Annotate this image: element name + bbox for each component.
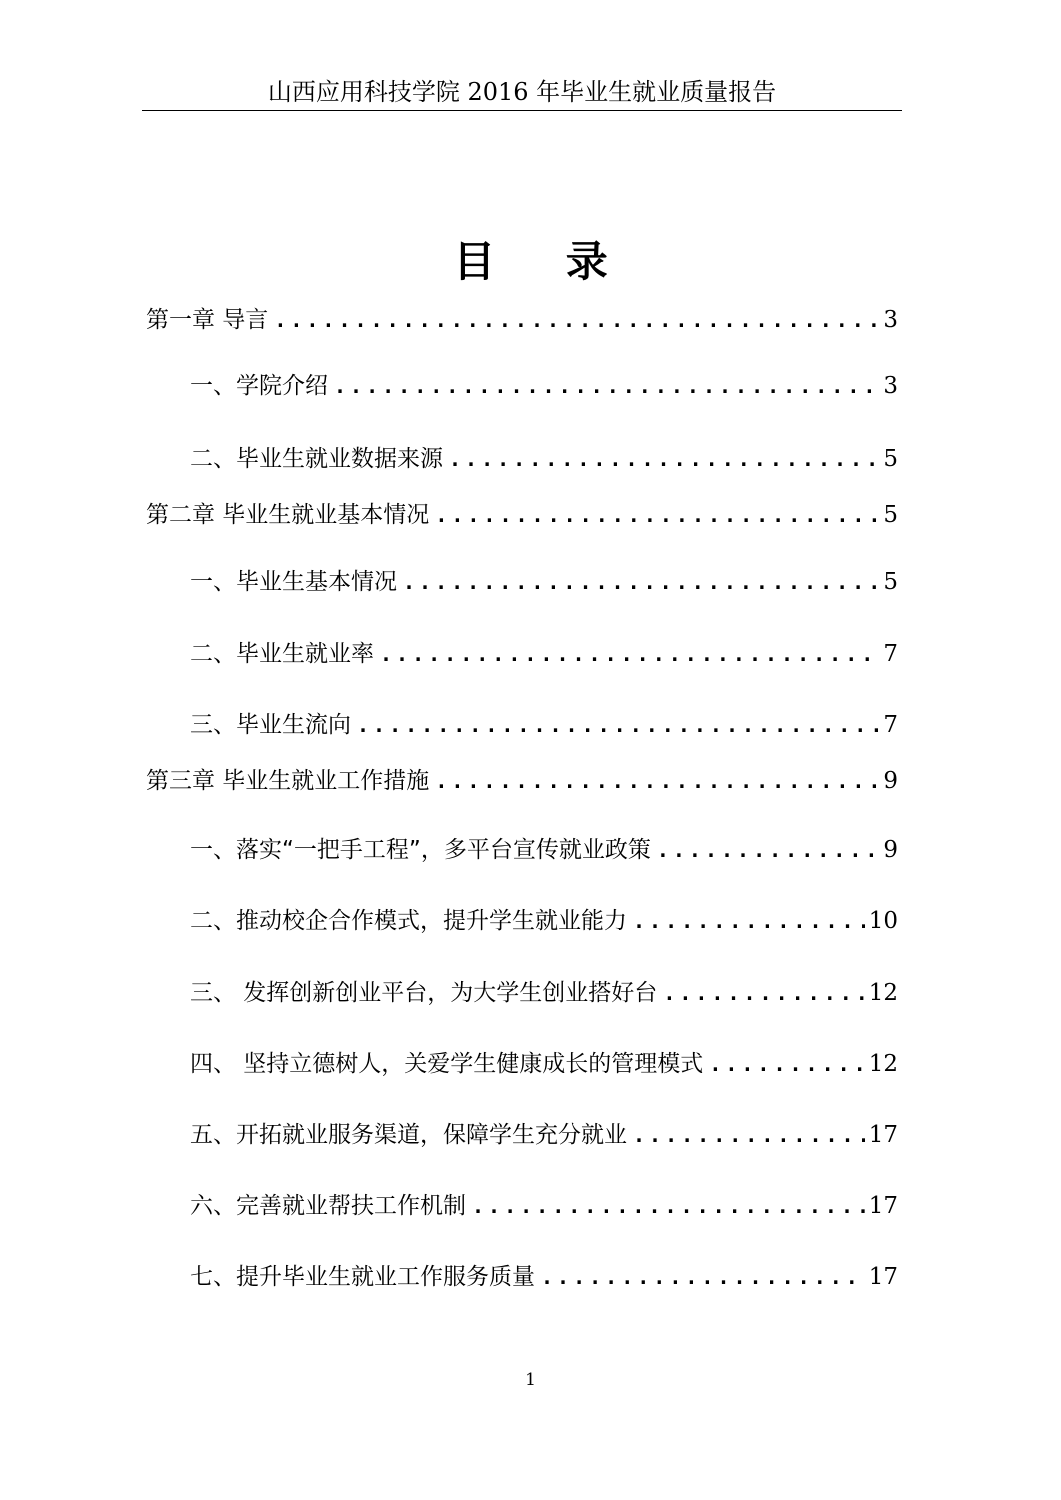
- toc-entry-page: 5: [883, 502, 898, 528]
- toc-leader-dots: [709, 1048, 864, 1080]
- toc-entry-label: 三、毕业生流向: [190, 712, 351, 738]
- header-divider: [142, 110, 902, 111]
- toc-entry-label: 四、 坚持立德树人，关爱学生健康成长的管理模式: [190, 1051, 704, 1077]
- toc-entry-page: 7: [883, 641, 898, 667]
- toc-entry-section-3-4[interactable]: [190, 1048, 898, 1080]
- toc-leader-dots: [357, 709, 879, 741]
- page-number: 1: [525, 1370, 536, 1390]
- toc-entry-label: 一、毕业生基本情况: [190, 569, 397, 595]
- toc-leader-dots: [435, 499, 879, 531]
- toc-leader-dots: [449, 443, 879, 475]
- toc-entry-page: 7: [883, 712, 898, 738]
- toc-entry-label: 五、开拓就业服务渠道，保障学生充分就业: [190, 1122, 627, 1148]
- toc-leader-dots: [633, 905, 865, 937]
- toc-entry-label: 七、提升毕业生就业工作服务质量: [190, 1264, 535, 1290]
- toc-entry-page: 12: [868, 1051, 898, 1077]
- toc-entry-section-2-3[interactable]: [190, 709, 898, 741]
- toc-entry-section-3-3[interactable]: [190, 977, 898, 1009]
- toc-leader-dots: [435, 765, 879, 797]
- toc-leader-dots: [274, 304, 879, 336]
- toc-title: 目 录: [453, 237, 636, 286]
- toc-entry-label: 第二章 毕业生就业基本情况: [146, 502, 430, 528]
- toc-leader-dots: [403, 566, 879, 598]
- toc-entry-section-3-7[interactable]: [190, 1261, 898, 1293]
- toc-entry-page: 5: [883, 446, 898, 472]
- toc-entry-section-3-2[interactable]: [190, 905, 898, 937]
- toc-entry-label: 二、毕业生就业率: [190, 641, 374, 667]
- toc-leader-dots: [541, 1261, 865, 1293]
- toc-entry-page: 9: [883, 768, 898, 794]
- toc-entry-chapter-3[interactable]: [146, 765, 898, 797]
- toc-entry-label: 一、学院介绍: [190, 373, 328, 399]
- toc-leader-dots: [472, 1190, 865, 1222]
- toc-entry-section-1-2[interactable]: [190, 443, 898, 475]
- toc-entry-label: 二、毕业生就业数据来源: [190, 446, 443, 472]
- toc-entry-page: 3: [883, 373, 898, 399]
- toc-entry-page: 17: [868, 1264, 898, 1290]
- toc-entry-label: 六、完善就业帮扶工作机制: [190, 1193, 466, 1219]
- toc-entry-page: 9: [883, 837, 898, 863]
- toc-entry-section-3-5[interactable]: [190, 1119, 898, 1151]
- toc-entry-page: 10: [868, 908, 898, 934]
- toc-entry-section-1-1[interactable]: [190, 370, 898, 402]
- toc-entry-section-3-6[interactable]: [190, 1190, 898, 1222]
- toc-entry-page: 17: [868, 1122, 898, 1148]
- toc-entry-page: 3: [883, 307, 898, 333]
- toc-entry-section-2-1[interactable]: [190, 566, 898, 598]
- toc-leader-dots: [657, 834, 880, 866]
- toc-entry-chapter-1[interactable]: [146, 304, 898, 336]
- toc-leader-dots: [380, 638, 879, 670]
- toc-entry-label: 一、落实“一把手工程”，多平台宣传就业政策: [190, 837, 651, 863]
- toc-entry-page: 5: [883, 569, 898, 595]
- toc-entry-label: 三、 发挥创新创业平台，为大学生创业搭好台: [190, 980, 658, 1006]
- toc-entry-label: 第三章 毕业生就业工作措施: [146, 768, 430, 794]
- toc-entry-page: 17: [868, 1193, 898, 1219]
- toc-entry-page: 12: [868, 980, 898, 1006]
- toc-entry-section-2-2[interactable]: [190, 638, 898, 670]
- toc-leader-dots: [633, 1119, 865, 1151]
- report-header-title: 山西应用科技学院 2016 年毕业生就业质量报告: [267, 78, 777, 106]
- toc-entry-label: 二、推动校企合作模式，提升学生就业能力: [190, 908, 627, 934]
- toc-entry-label: 第一章 导言: [146, 307, 269, 333]
- toc-leader-dots: [663, 977, 864, 1009]
- toc-leader-dots: [334, 370, 879, 402]
- toc-entry-section-3-1[interactable]: [190, 834, 898, 866]
- toc-entry-chapter-2[interactable]: [146, 499, 898, 531]
